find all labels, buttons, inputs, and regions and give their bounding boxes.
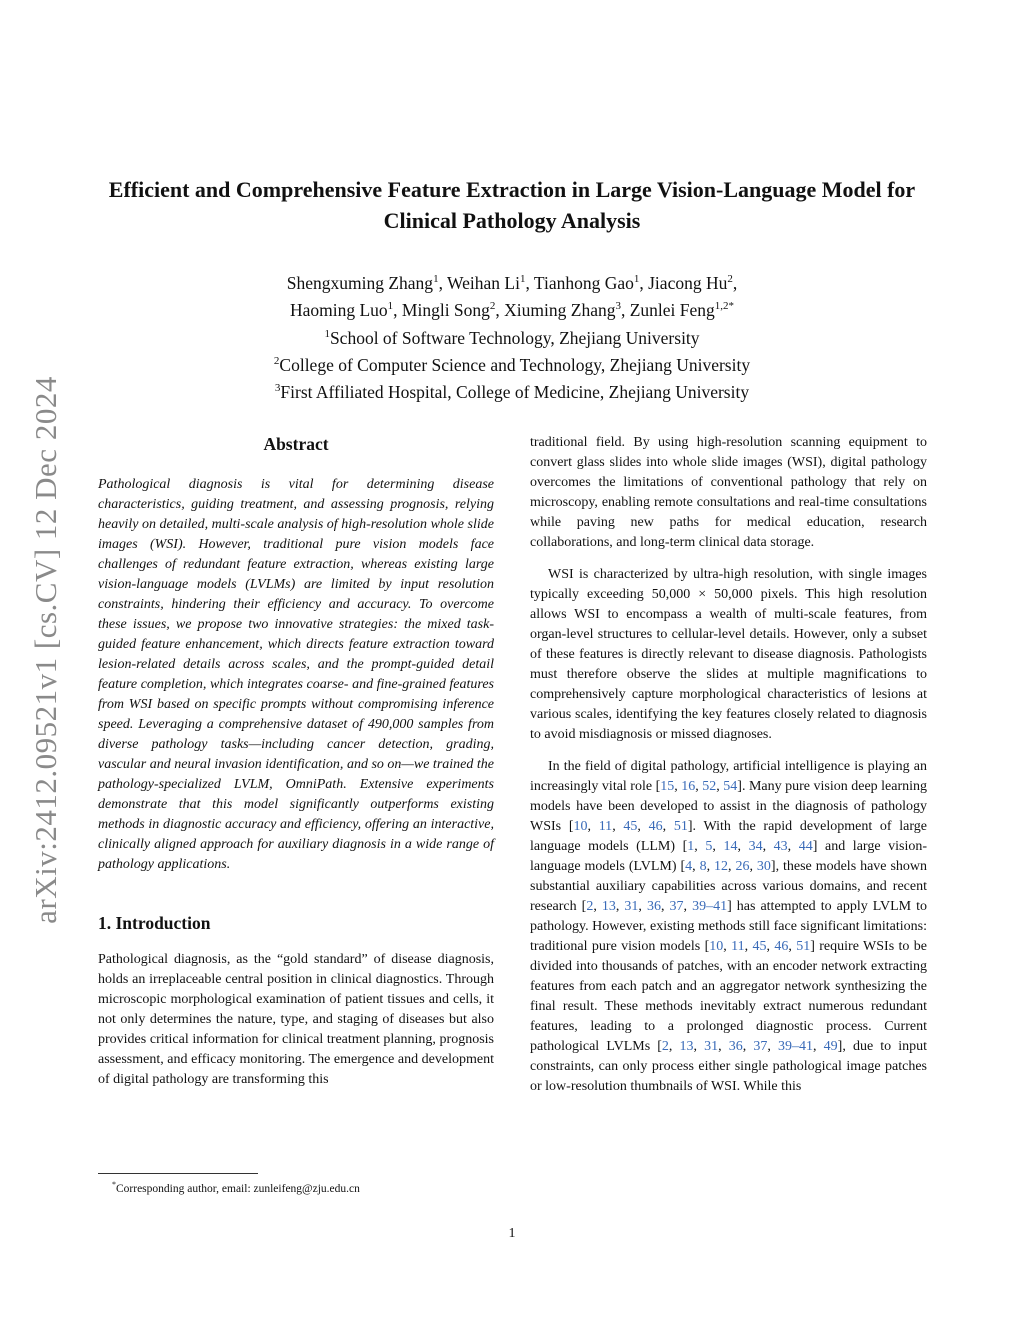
affiliation-text: First Affiliated Hospital, College of Medicine, Zhejiang University: [280, 382, 750, 403]
citation-link[interactable]: 54: [723, 779, 738, 794]
paragraph-text: ,: [787, 839, 799, 854]
author-affiliation-mark: 1: [519, 273, 526, 285]
paragraph-text: ,: [587, 819, 599, 834]
body-paragraph-with-citations: [530, 757, 927, 1097]
paragraph-text: ,: [718, 1039, 729, 1054]
affiliation-line: [100, 323, 924, 350]
affiliation-number: 2: [273, 354, 280, 367]
citation-link[interactable]: 15: [660, 779, 675, 794]
citation-link[interactable]: 30: [756, 859, 771, 874]
citation-link[interactable]: 51: [673, 819, 688, 834]
footnote: [112, 1177, 360, 1197]
citation-link[interactable]: 51: [796, 939, 811, 954]
affiliation-number: 1: [324, 327, 330, 340]
citation-link[interactable]: 39–41: [778, 1039, 814, 1054]
page-number: 1: [508, 1226, 516, 1241]
right-column: [530, 433, 927, 1097]
citation-link[interactable]: 1: [687, 839, 695, 854]
citation-link[interactable]: 45: [623, 819, 638, 834]
author-name: Mingli Song: [401, 300, 490, 321]
affiliation-line: [100, 350, 924, 377]
citation-link[interactable]: 45: [752, 939, 767, 954]
affiliation-number: 3: [274, 382, 281, 395]
paragraph-text: ,: [728, 859, 736, 874]
paragraph-text: ,: [662, 819, 674, 834]
citation-link[interactable]: 26: [735, 859, 750, 874]
paragraph-text: ,: [694, 839, 706, 854]
citation-link[interactable]: 43: [773, 839, 788, 854]
citation-link[interactable]: 49: [823, 1039, 838, 1054]
intro-paragraph: Pathological diagnosis, as the “gold standard” of disease diagnosis, holds an irreplaceable central position in clinical diagnostics. Through microscopic morphological examination of patient tissues and cells, it not only determines the nature, type, and staging of diseases but also provides critical information for clinical treatment planning, prognosis assessment, and efficacy monitoring. The emergence and development of digital pathology are transforming this: [98, 952, 494, 1087]
citation-link[interactable]: 12: [714, 859, 729, 874]
author-name: Shengxuming Zhang: [286, 272, 434, 293]
paragraph-text: ,: [706, 859, 715, 874]
affiliation-text: School of Software Technology, Zhejiang University: [329, 327, 700, 348]
author-line-1: Shengxuming Zhang$^1$, Weihan Li$^1$, Tianhong Gao$^1$, Jiacong Hu$^2$,: [286, 272, 738, 293]
author-affiliation-mark: 3: [615, 300, 621, 313]
author-affiliation-mark: 2: [727, 273, 733, 285]
author-name: Tianhong Gao: [533, 272, 634, 293]
paragraph-text: ,: [742, 1039, 754, 1054]
citation-link[interactable]: 10: [709, 939, 724, 954]
citation-link[interactable]: 36: [646, 899, 661, 914]
left-column: [98, 432, 494, 1090]
citation-link[interactable]: 46: [774, 939, 789, 954]
author-affiliation-mark: 2: [489, 300, 496, 313]
arxiv-identifier: [26, 340, 66, 960]
paragraph-text: ,: [767, 1039, 779, 1054]
body-paragraph: WSI is characterized by ultra-high resolution, with single images typically exceeding 50,000 × 50,000 pixels. This high resolution allows WSI to encompass a wealth of multi-scale features, from organ-level structures to cellular-level details. However, only a subset of these features is directly relevant to disease diagnosis. Pathologists must therefore observe the slides at multiple magnifications to comprehensively capture morphological characteristics of lesions at various scales, identifying the key features closely related to diagnosis to avoid misdiagnosis or missed diagnoses.: [530, 567, 927, 742]
citation-link[interactable]: 2: [586, 899, 594, 914]
author-name: Xiuming Zhang: [504, 300, 616, 321]
affiliation-text: College of Computer Science and Technology, Zhejiang University: [279, 354, 751, 375]
paragraph-text: ,: [766, 939, 775, 954]
paragraph-text: ], these models have shown substantial auxiliary capabilities across various domains, and recent research [: [530, 859, 928, 914]
author-name: Haoming Luo: [289, 300, 388, 321]
paragraph-text: In the field of digital pathology, artificial intelligence is playing an increasingly vital role [: [530, 759, 927, 794]
author-affiliation-mark: 1,2*: [714, 300, 735, 313]
abstract-heading: Abstract: [263, 434, 329, 454]
paragraph-text: ,: [638, 899, 647, 914]
paragraph-text: ,: [788, 939, 797, 954]
abstract-text: Pathological diagnosis is vital for determining disease characteristics, guiding treatment, and assessing prognosis, relying heavily on detailed, multi-scale analysis of high-resolution whole slide images (WSI). However, traditional pure vision models face challenges of redundant feature extraction, whereas existing large vision-language models (LVLMs) are limited by input resolution constraints, hindering their efficiency and accuracy. To overcome these issues, we propose two innovative strategies: the mixed task-guided feature enhancement, which directs feature extraction toward lesion-related details across scales, and the prompt-guided detail feature completion, which integrates coarse- and fine-grained features from WSI based on specific prompts without compromising inference speed. Leveraging a comprehensive dataset of 490,000 samples from diverse pathology tasks—including cancer detection, grading, vascular and neural invasion identification, and so on—we trained the pathology-specialized LVLM, OmniPath. Extensive experiments demonstrate that this model significantly outperforms existing methods in diagnostic accuracy and efficiency, offering an interactive, clinically aligned approach for auxiliary diagnosis in a wide range of pathology applications.: [98, 477, 494, 872]
paragraph-text: ,: [744, 939, 753, 954]
paragraph-text: ,: [674, 779, 682, 794]
citation-link[interactable]: 11: [731, 939, 745, 954]
paragraph-text: ] require WSIs to be divided into thousands of patches, with an encoder network extracting features from each patch and an aggregator network synthesizing the final result. These methods inevitably extract numerous redundant features, leading to a prolonged diagnostic process. Current pathological LVLMs [: [530, 939, 927, 1054]
citation-link[interactable]: 39–41: [692, 899, 728, 914]
paragraph-text: ] and large vision-language models (LVLM) [: [530, 839, 928, 874]
paper-title: Efficient and Comprehensive Feature Extraction in Large Vision-Language Model for Clinical Pathology Analysis: [108, 177, 916, 233]
paragraph-text: ,: [668, 1039, 680, 1054]
author-name: Zunlei Feng: [629, 300, 715, 321]
paragraph-text: ]. With the rapid development of large language models (LLM) [: [530, 819, 928, 854]
paragraph-text: ,: [716, 779, 724, 794]
citation-link[interactable]: 31: [704, 1039, 719, 1054]
citation-link[interactable]: 37: [753, 1039, 768, 1054]
author-affiliation-mark: 1: [633, 273, 640, 285]
paragraph-text: ,: [693, 1039, 705, 1054]
affiliation-line: [100, 377, 924, 404]
citation-link[interactable]: 16: [681, 779, 696, 794]
citation-link[interactable]: 31: [624, 899, 639, 914]
citation-link[interactable]: 52: [702, 779, 717, 794]
paragraph-text: ,: [712, 839, 724, 854]
author-affiliation-mark: 1: [387, 300, 394, 313]
paragraph-text: ], due to input constraints, can only process either single pathological image patches or low-resolution thumbnails of WSI. While this: [530, 1039, 928, 1094]
footnote-divider: [98, 1173, 258, 1174]
citation-link[interactable]: 2: [661, 1039, 669, 1054]
author-name: Weihan Li: [447, 272, 520, 293]
citation-link[interactable]: 13: [601, 899, 616, 914]
author-affiliation-mark: 1: [433, 273, 439, 285]
author-line-2: Haoming Luo$^1$, Mingli Song$^2$, Xiuming Zhang$^3$, Zunlei Feng$^{1,2*}$: [289, 300, 735, 321]
paragraph-text: ,: [692, 859, 700, 874]
citation-link[interactable]: 46: [648, 819, 663, 834]
paragraph-text: ,: [749, 859, 757, 874]
body-paragraph: traditional field. By using high-resolution scanning equipment to convert glass slides into whole slide images (WSI), digital pathology overcomes the limitations of conventional pathology that rely on microscopy, enabling remote consultations and real-time consultations while paving new paths for medical education, research collaborations, and long-term clinical data storage.: [530, 435, 927, 550]
paragraph-text: ,: [660, 899, 670, 914]
citation-link[interactable]: 8: [699, 859, 707, 874]
paragraph-text: ,: [683, 899, 693, 914]
citation-link[interactable]: 10: [573, 819, 588, 834]
citation-link[interactable]: 4: [685, 859, 693, 874]
paragraph-text: ,: [813, 1039, 824, 1054]
section-heading-introduction: 1. Introduction: [98, 913, 211, 933]
author-block: [100, 268, 924, 405]
citation-link[interactable]: 37: [669, 899, 684, 914]
citation-link[interactable]: 13: [679, 1039, 694, 1054]
paragraph-text: ,: [637, 819, 649, 834]
citation-link[interactable]: 14: [723, 839, 738, 854]
paragraph-text: ,: [612, 819, 624, 834]
paragraph-text: ,: [593, 899, 602, 914]
citation-link[interactable]: 11: [598, 819, 613, 834]
paragraph-text: ,: [762, 839, 774, 854]
arxiv-identifier-text: arXiv:2412.09521v1 [cs.CV] 12 Dec 2024: [28, 376, 63, 924]
paragraph-text: ]. Many pure vision deep learning models have been developed to assist in the diagnosis of pathology WSIs [: [530, 779, 928, 834]
citation-link[interactable]: 34: [748, 839, 763, 854]
citation-link[interactable]: 44: [798, 839, 813, 854]
paragraph-text: ,: [737, 839, 749, 854]
footnote-marker: *: [112, 1180, 116, 1189]
citation-link[interactable]: 36: [728, 1039, 743, 1054]
paragraph-text: ] has attempted to apply LVLM to pathology. However, existing methods still face significant limitations: traditional pure vision models [: [530, 899, 928, 954]
paragraph-text: ,: [723, 939, 732, 954]
paragraph-text: ,: [615, 899, 625, 914]
citation-link[interactable]: 5: [705, 839, 713, 854]
author-name: Jiacong Hu: [648, 272, 728, 293]
footnote-text: Corresponding author, email: zunleifeng@zju.edu.cn: [116, 1182, 360, 1195]
paragraph-text: ,: [695, 779, 703, 794]
